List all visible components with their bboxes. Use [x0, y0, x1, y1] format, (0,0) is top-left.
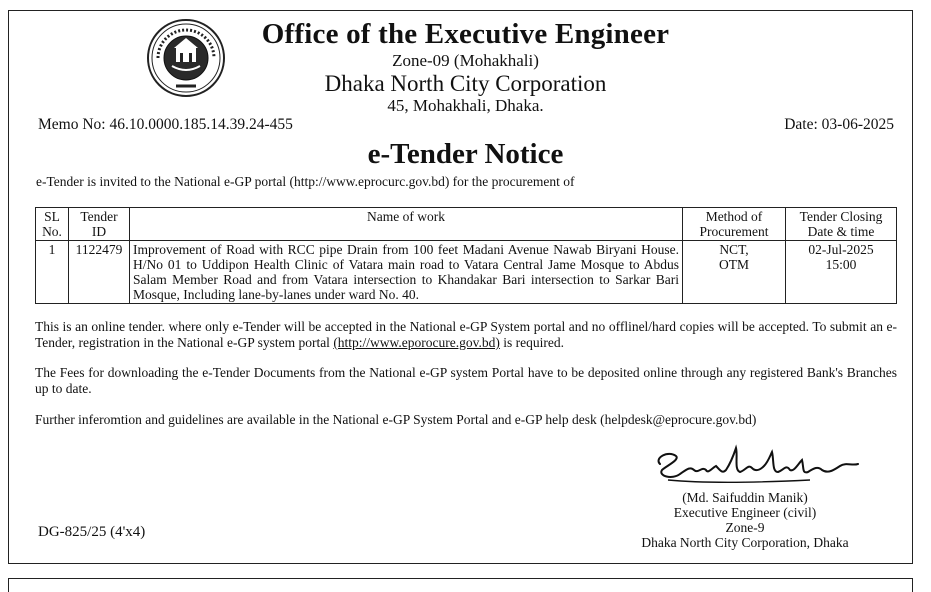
- signatory-zone: Zone-9: [725, 520, 765, 535]
- signatory-organization: Dhaka North City Corporation, Dhaka: [641, 535, 849, 550]
- cell-sl: 1: [36, 241, 69, 304]
- cell-closing: 02-Jul-2025 15:00: [786, 241, 897, 304]
- table-row: [36, 241, 897, 304]
- online-tender-paragraph: This is an online tender. where only e-Tender will be accepted in the National e-GP System portal and no offlinel/hard copies will be accepted. To submit an e-Tender, registration in the National e-GP system portal (http://www.eporocure.gov.bd) is required.: [35, 319, 897, 350]
- intro-text: e-Tender is invited to the National e-GP portal (http://www.eprocurc.gov.bd) for the procurement of: [36, 174, 575, 189]
- zone-line: Zone-09 (Mohakhali): [392, 51, 539, 70]
- tender-table: [35, 207, 897, 304]
- dg-reference: DG-825/25 (4'x4): [38, 524, 146, 540]
- handwritten-signature: [650, 440, 866, 490]
- header-sl: SL No.: [36, 208, 69, 241]
- office-title: Office of the Executive Engineer: [261, 18, 670, 50]
- table-header-row: [36, 208, 897, 241]
- cell-work: Improvement of Road with RCC pipe Drain from 100 feet Madani Avenue Nawab Biryani House. H/No 01 to Uddipon Health Clinic of Vatara main road to Vatara Central Jame Mosque to Abdus Salam Member Road and from Vatara intersection to Khandakar Bari intersection to Sarkar Bari Mosque, Including lane-by-lanes under ward No. 40.: [130, 241, 683, 304]
- next-notice-frame: [8, 578, 913, 592]
- notice-date: Date: 03-06-2025: [784, 116, 894, 133]
- memo-number: Memo No: 46.10.0000.185.14.39.24-455: [38, 116, 293, 133]
- fees-paragraph: The Fees for downloading the e-Tender Documents from the National e-GP system Portal have to be deposited online through any registered Bank's Branches up to date.: [35, 365, 897, 396]
- header-name-of-work: Name of work: [130, 208, 683, 241]
- header-closing: Tender Closing Date & time: [786, 208, 897, 241]
- guidelines-paragraph: Further inferomtion and guidelines are available in the National e-GP System Portal and e-GP help desk (helpdesk@eprocure.gov.bd): [35, 412, 757, 427]
- egp-portal-link[interactable]: (http://www.eporocure.gov.bd): [333, 335, 500, 350]
- corporation-name: Dhaka North City Corporation: [324, 71, 607, 96]
- notice-title: e-Tender Notice: [367, 138, 564, 170]
- header-tender-id: Tender ID: [69, 208, 130, 241]
- header-method: Method of Procurement: [683, 208, 786, 241]
- cell-tender-id: 1122479: [69, 241, 130, 304]
- signatory-name: (Md. Saifuddin Manik): [682, 490, 808, 505]
- signatory-designation: Executive Engineer (civil): [673, 505, 817, 520]
- address-line: 45, Mohakhali, Dhaka.: [387, 96, 544, 115]
- cell-method: NCT, OTM: [683, 241, 786, 304]
